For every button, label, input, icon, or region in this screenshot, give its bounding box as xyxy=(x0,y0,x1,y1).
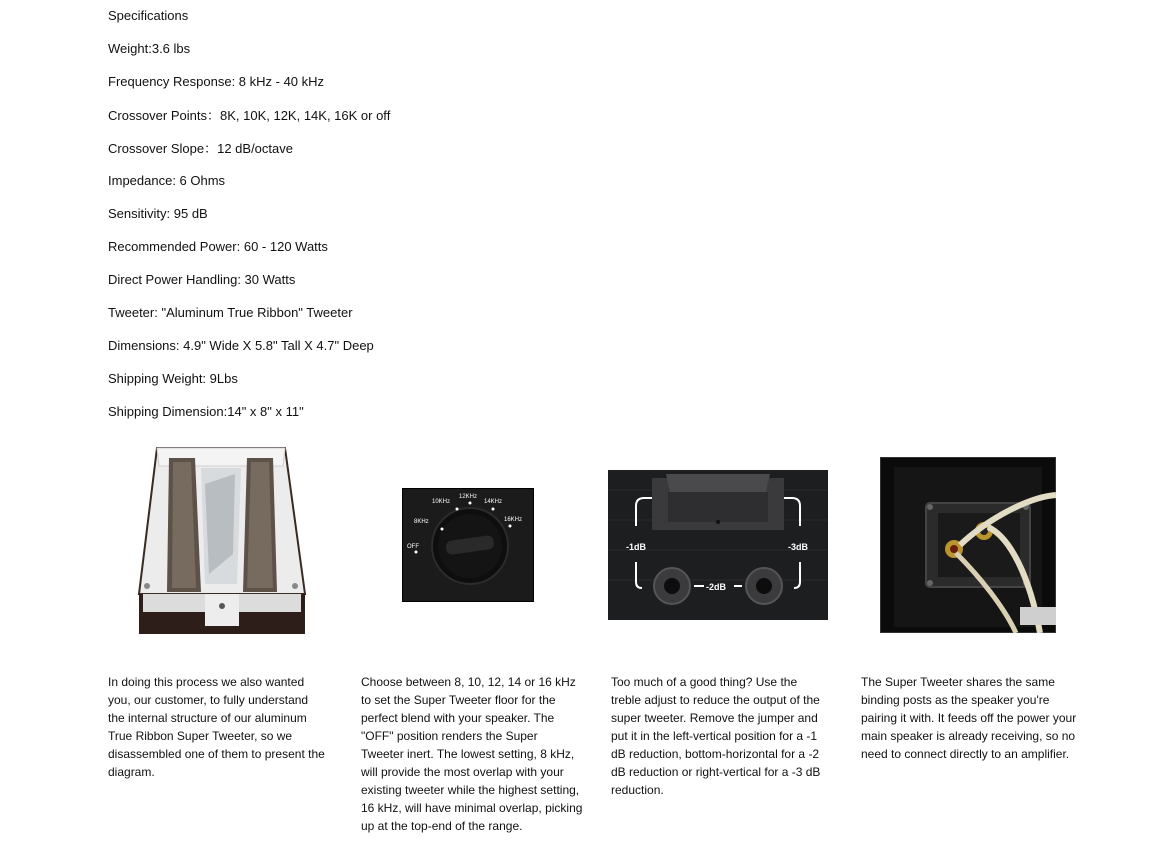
treble-adjust-photo xyxy=(608,470,828,620)
spec-crossover-slope: Crossover Slope：12 dB/octave xyxy=(108,141,293,156)
spec-direct-power-handling: Direct Power Handling: 30 Watts xyxy=(108,272,296,287)
spec-weight: Weight:3.6 lbs xyxy=(108,41,191,56)
crossover-knob-photo xyxy=(402,488,534,602)
spec-impedance: Impedance: 6 Ohms xyxy=(108,173,226,188)
spec-dimensions: Dimensions: 4.9" Wide X 5.8" Tall X 4.7" Deep xyxy=(108,338,374,353)
knob-label-off: OFF xyxy=(407,544,419,550)
spec-sensitivity: Sensitivity: 95 dB xyxy=(108,206,208,221)
caption-internal-structure: In doing this process we also wanted you, our customer, to fully understand the internal structure of our aluminum True Ribbon Super Tweeter, so we disassembled one of them to present the diagram. xyxy=(108,675,325,779)
knob-label-14khz: 14KHz xyxy=(484,499,503,505)
knob-label-16khz: 16KHz xyxy=(504,517,523,523)
spec-crossover-points: Crossover Points：8K, 10K, 12K, 14K, 16K or off xyxy=(108,108,391,123)
spec-recommended-power: Recommended Power: 60 - 120 Watts xyxy=(108,239,328,254)
spec-shipping-dimension: Shipping Dimension:14" x 8" x 11" xyxy=(108,404,304,419)
treble-label-minus-2db: -2dB xyxy=(706,582,726,592)
spec-tweeter: Tweeter: "Aluminum True Ribbon" Tweeter xyxy=(108,305,353,320)
treble-label-minus-1db: -1dB xyxy=(626,542,646,552)
disassembled-tweeter-photo xyxy=(133,444,310,638)
spec-shipping-weight: Shipping Weight: 9Lbs xyxy=(108,371,238,386)
knob-label-12khz: 12KHz xyxy=(459,494,478,500)
knob-label-10khz: 10KHz xyxy=(432,499,451,505)
binding-posts-photo xyxy=(880,457,1056,633)
treble-label-minus-3db: -3dB xyxy=(788,542,808,552)
specifications-heading: Specifications xyxy=(108,8,189,23)
knob-label-8khz: 8KHz xyxy=(414,519,429,525)
caption-crossover-floor: Choose between 8, 10, 12, 14 or 16 kHz to set the Super Tweeter floor for the perfect blend with your speaker. The "OFF" position renders the Super Tweeter inert. The lowest setting, 8 kHz, will provide the most overlap with your existing tweeter while the highest setting, 16 kHz, will have minimal overlap, picking up at the top-end of the range. xyxy=(361,675,583,833)
caption-binding-posts: The Super Tweeter shares the same binding posts as the speaker you're pairing it with. It feeds off the power your main speaker is already receiving, so no need to connect directly to an amplifier. xyxy=(861,675,1077,761)
caption-treble-adjust: Too much of a good thing? Use the treble adjust to reduce the output of the super tweeter. Remove the jumper and put it in the left-vertical position for a -1 dB reduction, bottom-horizontal for a -2 dB reduction or right-vertical for a -3 dB reduction. xyxy=(611,675,821,797)
spec-frequency-response: Frequency Response: 8 kHz - 40 kHz xyxy=(108,74,325,89)
